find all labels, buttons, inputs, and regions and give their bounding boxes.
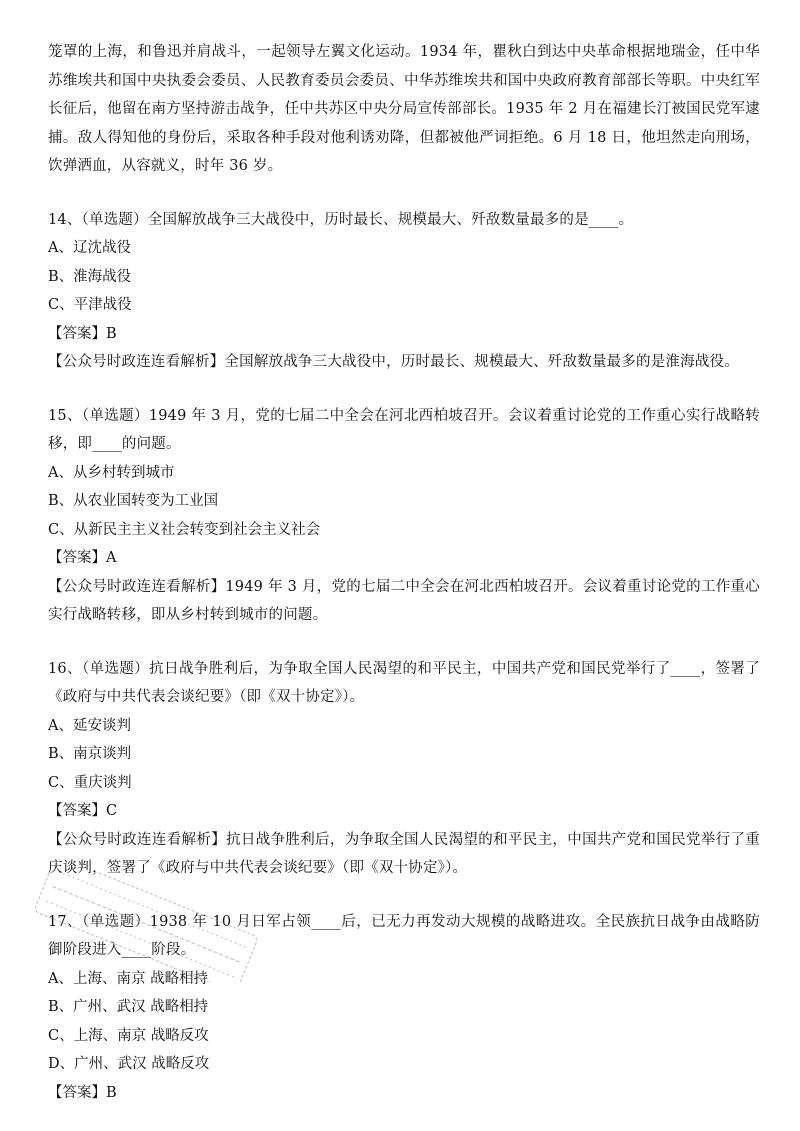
- question-15: [48, 402, 760, 630]
- option-a: A、辽沈战役: [48, 240, 131, 256]
- option-c: C、重庆谈判: [48, 774, 132, 791]
- document-page: [48, 38, 760, 1107]
- option-b: B、淮海战役: [48, 268, 132, 285]
- question-stem: 17、（单选题）1938 年 10 月日军占领____后，已无力再发动大规模的战略进攻。全民族抗日战争由战略防御阶段进入____阶段。: [48, 913, 760, 958]
- option-a: A、延安谈判: [48, 717, 131, 734]
- question-16: [48, 655, 760, 883]
- option-b: B、广州、武汉 战略相持: [48, 999, 209, 1015]
- answer: 【答案】C: [48, 803, 118, 819]
- option-c: C、平津战役: [48, 297, 132, 313]
- analysis: 【公众号时政连连看解析】抗日战争胜利后，为争取全国人民渴望的和平民主，中国共产党和国民党举行了重庆谈判，签署了《政府与中共代表会谈纪要》（即《双十协定》）。: [48, 831, 760, 876]
- answer: 【答案】A: [48, 550, 117, 566]
- intro-paragraph: 笼罩的上海，和鲁迅并肩战斗，一起领导左翼文化运动。1934 年，瞿秋白到达中央革命根据地瑞金，任中华苏维埃共和国中央执委会委员、人民教育委员会委员、中华苏维埃共和国中央政府教育部部长等职。中央红军长征后，他留在南方坚持游击战争，任中共苏区中央分局宣传部部长。1935 年 2 月在福建长汀被国民党军逮捕。敌人得知他的身份后，采取各种手段对他利诱劝降，但都被他严词拒绝。6 月 18 日，他坦然走向刑场，饮弹洒血，从容就义，时年 36 岁。: [48, 44, 760, 174]
- analysis: 【公众号时政连连看解析】全国解放战争三大战役中，历时最长、规模最大、歼敌数量最多的是淮海战役。: [48, 354, 739, 370]
- option-d: D、广州、武汉 战略反攻: [48, 1056, 210, 1072]
- analysis: 【公众号时政连连看解析】1949 年 3 月，党的七届二中全会在河北西柏坡召开。会议着重讨论党的工作重心实行战略转移，即从乡村转到城市的问题。: [48, 578, 760, 623]
- option-a: A、从乡村转到城市: [48, 464, 175, 481]
- option-c: C、上海、南京 战略反攻: [48, 1027, 209, 1044]
- question-14: [48, 206, 760, 377]
- question-stem: 16、（单选题）抗日战争胜利后，为争取全国人民渴望的和平民主，中国共产党和国民党举行了____，签署了《政府与中共代表会谈纪要》（即《双十协定》）。: [48, 660, 760, 705]
- option-b: B、从农业国转变为工业国: [48, 493, 219, 509]
- answer: 【答案】B: [48, 325, 117, 342]
- question-17: [48, 908, 760, 1108]
- option-b: B、南京谈判: [48, 746, 132, 762]
- option-a: A、上海、南京 战略相持: [48, 970, 209, 987]
- question-stem: 14、（单选题）全国解放战争三大战役中，历时最长、规模最大、歼敌数量最多的是____。: [48, 211, 634, 228]
- option-c: C、从新民主主义社会转变到社会主义社会: [48, 521, 321, 538]
- question-stem: 15、（单选题）1949 年 3 月，党的七届二中全会在河北西柏坡召开。会议着重讨论党的工作重心实行战略转移，即____的问题。: [48, 407, 760, 452]
- answer: 【答案】B: [48, 1084, 117, 1101]
